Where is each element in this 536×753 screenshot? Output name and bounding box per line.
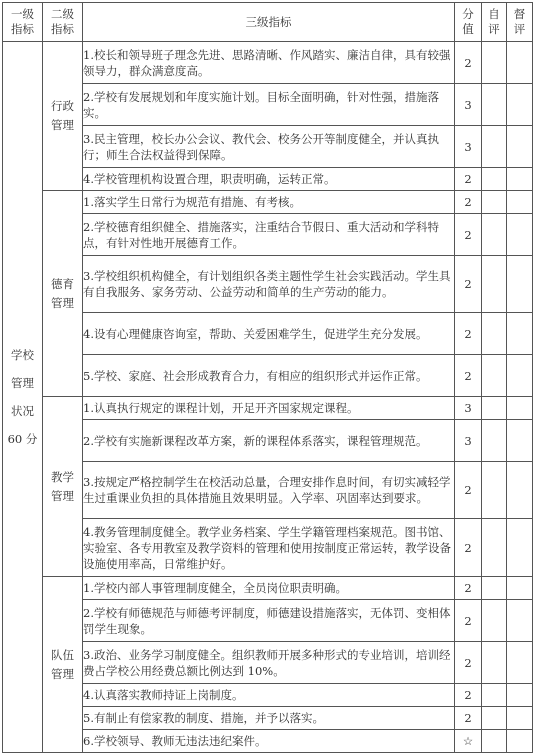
table-row [3,397,533,420]
score-cell: 2 [455,642,482,684]
score-cell: 2 [455,42,482,84]
header-self-evaluation [482,3,507,42]
level1-line: 状况 [11,404,34,418]
supervision-evaluation-cell[interactable] [507,684,533,707]
indicator-text: 2.学校有师德规范与师德考评制度，师德建设措施落实，无体罚、变相体罚学生现象。 [83,600,455,642]
header-score [455,3,482,42]
table-row [3,256,533,313]
section-name-line: 队伍 [51,647,74,662]
self-evaluation-cell[interactable] [482,313,507,355]
self-evaluation-cell[interactable] [482,642,507,684]
self-evaluation-cell[interactable] [482,420,507,462]
level1-line: 60 分 [7,432,38,446]
table-row [3,313,533,355]
header-supervision-evaluation [507,3,533,42]
level1-line: 学校 [11,348,34,362]
level1-line: 管理 [11,376,34,390]
self-evaluation-cell[interactable] [482,355,507,397]
table-row [3,214,533,256]
table-row [3,420,533,462]
self-evaluation-cell[interactable] [482,191,507,214]
header-supervise-line2: 评 [513,22,526,36]
table-row [3,600,533,642]
supervision-evaluation-cell[interactable] [507,313,533,355]
header-self-line1: 自 [488,7,500,21]
table-row [3,642,533,684]
self-evaluation-cell[interactable] [482,462,507,519]
section-name-line: 管理 [51,118,74,132]
header-level2-line2: 指标 [51,22,74,36]
table-row [3,84,533,126]
self-evaluation-cell[interactable] [482,42,507,84]
header-score-line1: 分 [462,7,474,21]
self-evaluation-cell[interactable] [482,577,507,600]
score-cell: 2 [455,600,482,642]
header-level2 [43,3,83,42]
supervision-evaluation-cell[interactable] [507,600,533,642]
header-score-line2: 值 [462,22,474,36]
section-name-line: 德育 [51,276,74,291]
indicator-text: 1.学校内部人事管理制度健全，全员岗位职责明确。 [83,577,455,600]
score-cell: 2 [455,191,482,214]
score-cell: 2 [455,168,482,191]
indicator-text: 3.政治、业务学习制度健全。组织教师开展多种形式的专业培训，培训经费占学校公用经费总额比例达到 10%。 [83,642,455,684]
supervision-evaluation-cell[interactable] [507,730,533,753]
section-name-line: 行政 [51,99,74,113]
indicator-text: 3.按规定严格控制学生在校活动总量，合理安排作息时间，有切实减轻学生过重课业负担的具体措施且效果明显。入学率、巩固率达到要求。 [83,462,455,519]
header-level1-line1: 一级 [11,7,34,21]
self-evaluation-cell[interactable] [482,519,507,577]
section-name-teaching [43,397,83,577]
supervision-evaluation-cell[interactable] [507,707,533,730]
score-cell: 3 [455,397,482,420]
header-level1 [3,3,43,42]
table-row [3,730,533,753]
supervision-evaluation-cell[interactable] [507,84,533,126]
indicator-text: 4.学校管理机构设置合理，职责明确，运转正常。 [83,168,455,191]
supervision-evaluation-cell[interactable] [507,462,533,519]
score-cell: 2 [455,313,482,355]
indicator-text: 3.民主管理，校长办公会议、教代会、校务公开等制度健全，并认真执行；师生合法权益得到保障。 [83,126,455,168]
indicator-text: 1.认真执行规定的课程计划，开足开齐国家规定课程。 [83,397,455,420]
self-evaluation-cell[interactable] [482,84,507,126]
table-row [3,126,533,168]
header-level1-line2: 指标 [11,22,34,36]
table-row [3,707,533,730]
table-row [3,42,533,84]
score-cell: 2 [455,462,482,519]
indicator-text: 6.学校领导、教师无违法违纪案件。 [83,730,455,753]
section-name-line: 教学 [51,469,74,484]
self-evaluation-cell[interactable] [482,684,507,707]
table-row [3,168,533,191]
section-name-staff [43,577,83,753]
indicator-text: 4.教务管理制度健全。教学业务档案、学生学籍管理档案规范。图书馆、实验室、各专用教室及教学资料的管理和使用按制度正常运转，教学设备设施使用率高，日常维护好。 [83,519,455,577]
table-row [3,684,533,707]
indicator-text: 1.校长和领导班子理念先进、思路清晰、作风踏实、廉洁自律，具有较强领导力，群众满意度高。 [83,42,455,84]
indicator-text: 2.学校有实施新课程改革方案，新的课程体系落实，课程管理规范。 [83,420,455,462]
self-evaluation-cell[interactable] [482,730,507,753]
indicator-text: 2.学校德育组织健全、措施落实，注重结合节假日、重大活动和学科特点，有针对性地开展德育工作。 [83,214,455,256]
level1-cell [3,42,43,753]
score-cell: 2 [455,214,482,256]
indicator-text: 3.学校组织机构健全，有计划组织各类主题性学生社会实践活动。学生具有自我服务、家务劳动、公益劳动和简单的生产劳动的能力。 [83,256,455,313]
header-level2-line1: 二级 [51,7,74,21]
table-row [3,577,533,600]
header-row [3,3,533,42]
section-name-line: 管理 [51,295,74,310]
score-cell: 2 [455,355,482,397]
score-cell: 3 [455,126,482,168]
header-self-line2: 评 [488,22,500,36]
header-level3: 三级指标 [83,3,455,42]
indicator-text: 5.学校、家庭、社会形成教育合力，有相应的组织形式并运作正常。 [83,355,455,397]
self-evaluation-cell[interactable] [482,126,507,168]
supervision-evaluation-cell[interactable] [507,519,533,577]
self-evaluation-cell[interactable] [482,168,507,191]
self-evaluation-cell[interactable] [482,214,507,256]
score-cell: 3 [455,84,482,126]
header-supervise-line1: 督 [513,7,526,21]
supervision-evaluation-cell[interactable] [507,420,533,462]
score-cell: 2 [455,707,482,730]
table-row [3,191,533,214]
score-cell: 3 [455,420,482,462]
supervision-evaluation-cell[interactable] [507,191,533,214]
self-evaluation-cell[interactable] [482,256,507,313]
score-cell: 2 [455,519,482,577]
supervision-evaluation-cell[interactable] [507,256,533,313]
evaluation-table [2,2,533,753]
evaluation-sheet [2,2,533,753]
self-evaluation-cell[interactable] [482,397,507,420]
indicator-text: 2.学校有发展规划和年度实施计划。目标全面明确，针对性强，措施落实。 [83,84,455,126]
supervision-evaluation-cell[interactable] [507,168,533,191]
score-cell: 2 [455,256,482,313]
supervision-evaluation-cell[interactable] [507,642,533,684]
table-row [3,519,533,577]
indicator-text: 4.认真落实教师持证上岗制度。 [83,684,455,707]
supervision-evaluation-cell[interactable] [507,42,533,84]
indicator-text: 1.落实学生日常行为规范有措施、有考核。 [83,191,455,214]
section-name-admin [43,42,83,191]
section-name-line: 管理 [51,488,74,503]
indicator-text: 4.设有心理健康咨询室，帮助、关爱困难学生，促进学生充分发展。 [83,313,455,355]
score-cell: 2 [455,577,482,600]
section-name-line: 管理 [51,666,74,681]
star-score-cell: ☆ [455,730,482,753]
supervision-evaluation-cell[interactable] [507,126,533,168]
table-row [3,355,533,397]
self-evaluation-cell[interactable] [482,707,507,730]
supervision-evaluation-cell[interactable] [507,214,533,256]
score-cell: 2 [455,684,482,707]
section-name-moral [43,191,83,397]
supervision-evaluation-cell[interactable] [507,355,533,397]
self-evaluation-cell[interactable] [482,600,507,642]
supervision-evaluation-cell[interactable] [507,397,533,420]
supervision-evaluation-cell[interactable] [507,577,533,600]
indicator-text: 5.有制止有偿家教的制度、措施，并予以落实。 [83,707,455,730]
table-row [3,462,533,519]
